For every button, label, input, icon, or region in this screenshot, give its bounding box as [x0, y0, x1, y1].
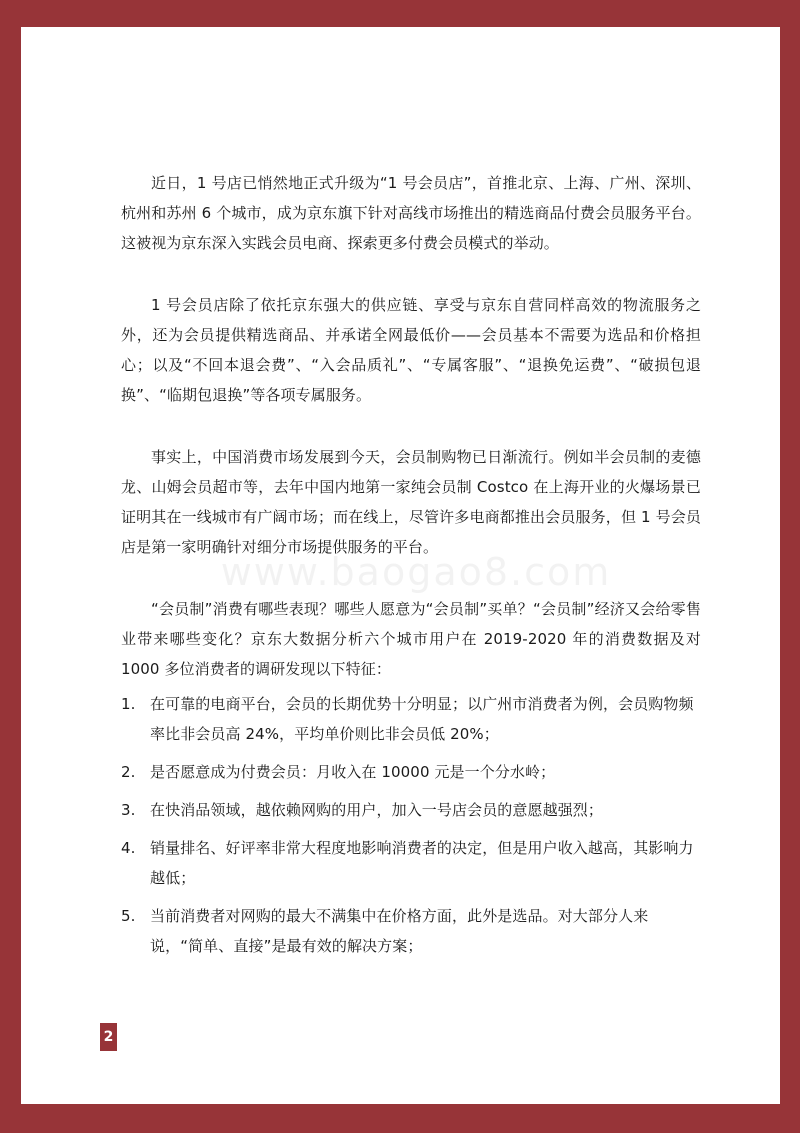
paragraph-services: 1 号会员店除了依托京东强大的供应链、享受与京东自营同样高效的物流服务之外，还为会员提供精选商品、并承诺全网最低价——会员基本不需要为选品和价格担心；以及“不回本退会费”、“入会品质礼”、“专属客服”、“退换免运费”、“破损包退换”、“临期包退换”等各项专属服务。	[121, 296, 701, 404]
list-item-number: 4.	[121, 839, 136, 857]
list-item-number: 3.	[121, 801, 136, 819]
list-item	[121, 901, 701, 961]
list-item	[121, 833, 701, 893]
paragraph-market: 事实上，中国消费市场发展到今天，会员制购物已日渐流行。例如半会员制的麦德龙、山姆会员超市等，去年中国内地第一家纯会员制 Costco 在上海开业的火爆场景已证明其在一线城市有广阔市场；而在线上，尽管许多电商都推出会员服务，但 1 号会员店是第一家明确针对细分市场提供服务的平台。	[121, 448, 701, 556]
list-item-number: 2.	[121, 763, 136, 781]
paragraph-survey: “会员制”消费有哪些表现？哪些人愿意为“会员制”买单？“会员制”经济又会给零售业带来哪些变化？京东大数据分析六个城市用户在 2019-2020 年的消费数据及对 1000 多位消费者的调研发现以下特征：	[121, 600, 701, 678]
list-item-text: 销量排名、好评率非常大程度地影响消费者的决定，但是用户收入越高，其影响力越低；	[150, 839, 694, 887]
findings-list	[121, 689, 701, 961]
document-page	[21, 27, 780, 1104]
list-item	[121, 689, 701, 749]
list-item	[121, 795, 701, 825]
list-item-number: 1.	[121, 695, 136, 713]
list-item-text: 当前消费者对网购的最大不满集中在价格方面，此外是选品。对大部分人来说，“简单、直接”是最有效的解决方案；	[150, 907, 649, 955]
list-item-text: 是否愿意成为付费会员：月收入在 10000 元是一个分水岭；	[150, 763, 556, 781]
watermark: www.baogao8.com	[220, 550, 612, 594]
page-number: 2	[100, 1023, 117, 1051]
list-item-number: 5.	[121, 907, 136, 925]
list-item	[121, 757, 701, 787]
list-item-text: 在快消品领域，越依赖网购的用户，加入一号店会员的意愿越强烈；	[150, 801, 604, 819]
document-body	[121, 168, 701, 969]
paragraph-intro: 近日，1 号店已悄然地正式升级为“1 号会员店”，首推北京、上海、广州、深圳、杭州和苏州 6 个城市，成为京东旗下针对高线市场推出的精选商品付费会员服务平台。这被视为京东深入实践会员电商、探索更多付费会员模式的举动。	[121, 174, 701, 252]
list-item-text: 在可靠的电商平台，会员的长期优势十分明显；以广州市消费者为例，会员购物频率比非会员高 24%，平均单价则比非会员低 20%；	[150, 695, 694, 743]
